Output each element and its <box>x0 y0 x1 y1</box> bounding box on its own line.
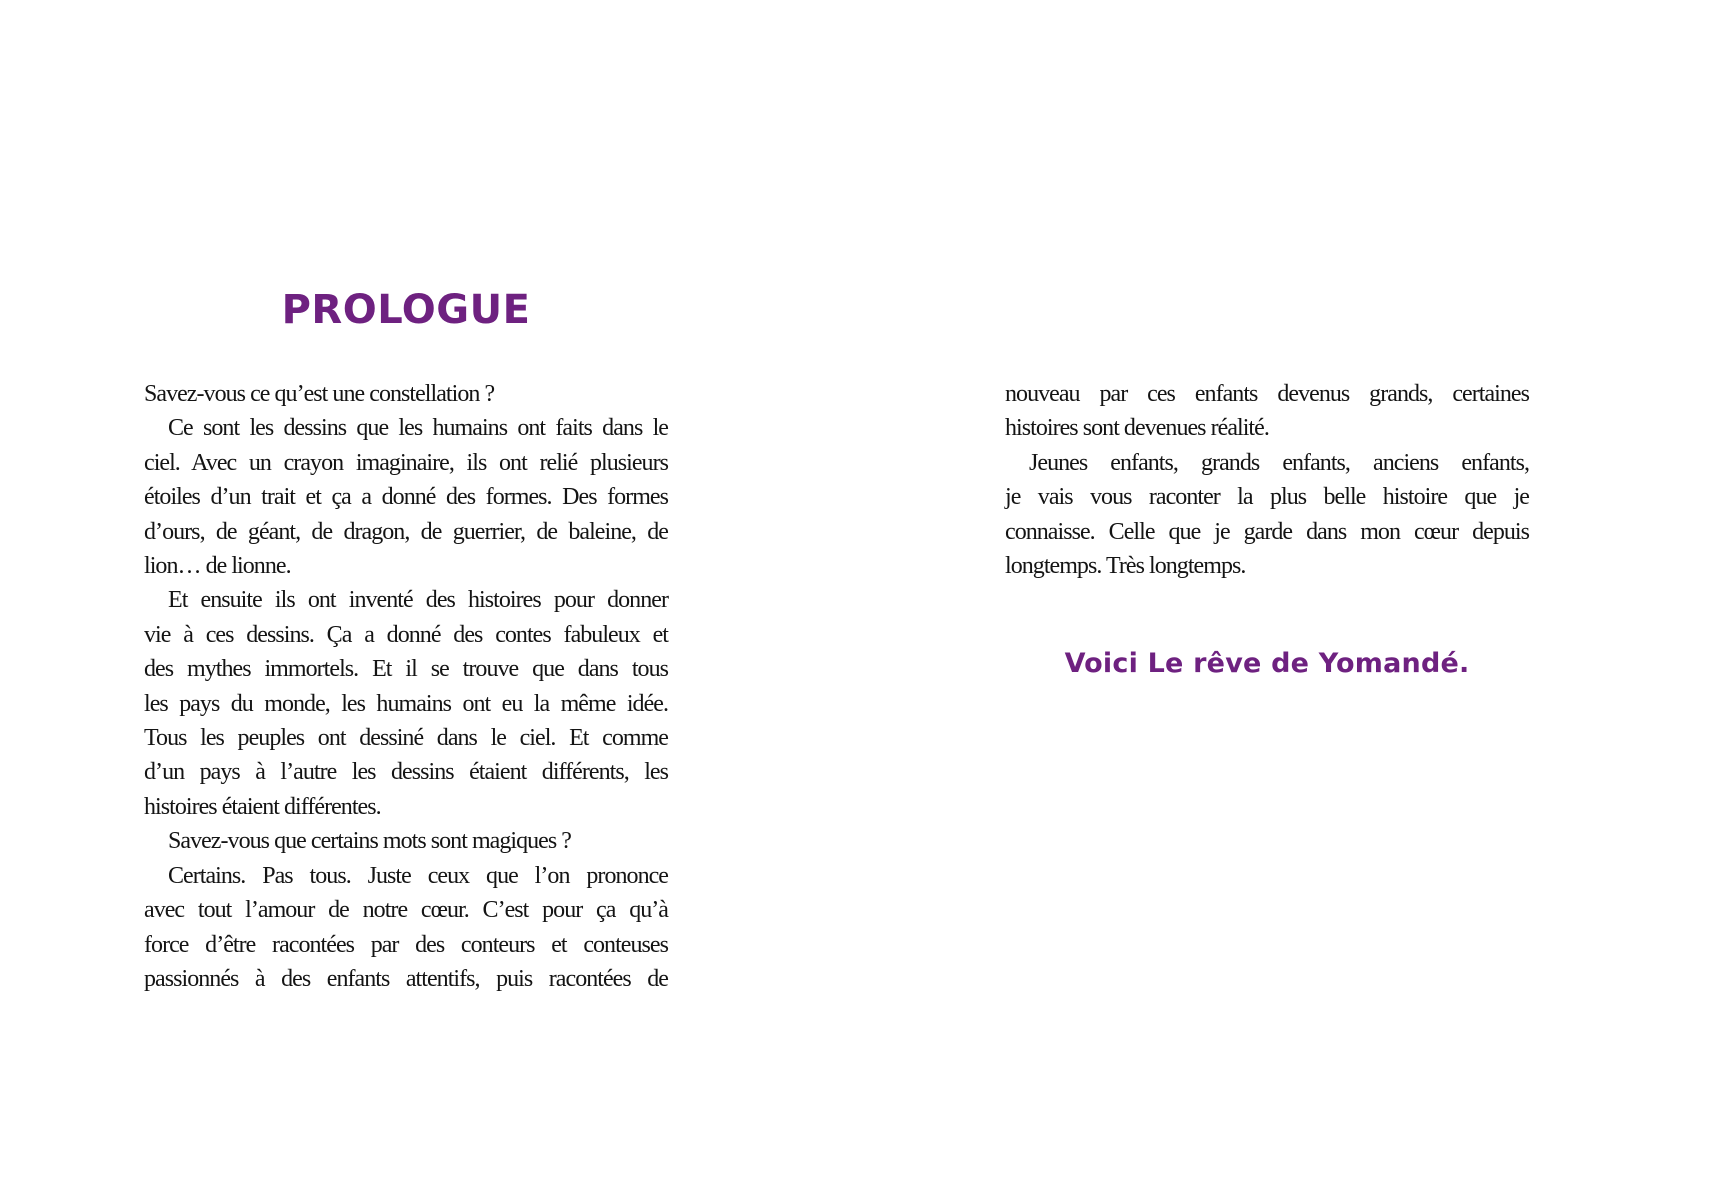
text-line: avec tout l’amour de notre cœur. C’est pour ça qu’à <box>144 897 668 924</box>
text-line: passionnés à des enfants attentifs, puis racontées de <box>144 965 668 992</box>
text-line: vie à ces dessins. Ça a donné des contes fabuleux et <box>144 621 668 648</box>
text-line: histoires étaient différentes. <box>144 793 381 820</box>
text-line: Certains. Pas tous. Juste ceux que l’on prononce <box>168 862 668 889</box>
text-line: histoires sont devenues réalité. <box>1005 415 1269 442</box>
text-line: les pays du monde, les humains ont eu la même idée. <box>144 690 668 717</box>
text-line: d’un pays à l’autre les dessins étaient différents, les <box>144 759 668 786</box>
text-line: étoiles d’un trait et ça a donné des formes. Des formes <box>144 484 668 511</box>
text-line: Savez-vous que certains mots sont magiques ? <box>168 828 571 855</box>
prologue-heading: PROLOGUE <box>281 287 531 333</box>
text-line: longtemps. Très longtemps. <box>1005 553 1246 580</box>
text-line: je vais vous raconter la plus belle histoire que je <box>1005 484 1529 511</box>
text-line: Jeunes enfants, grands enfants, anciens enfants, <box>1029 449 1529 476</box>
text-line: force d’être racontées par des conteurs et conteuses <box>144 931 668 958</box>
text-line: nouveau par ces enfants devenus grands, certaines <box>1005 381 1529 407</box>
text-line: Ce sont les dessins que les humains ont faits dans le <box>168 415 668 442</box>
text-line: Savez-vous ce qu’est une constellation ? <box>144 381 495 407</box>
text-line: des mythes immortels. Et il se trouve que dans tous <box>144 656 668 683</box>
callout-voici: Voici Le rêve de Yomandé. <box>1064 648 1470 679</box>
left-text-column <box>144 377 668 996</box>
text-line: Et ensuite ils ont inventé des histoires pour donner <box>168 587 668 614</box>
right-text-column <box>1005 377 1529 583</box>
text-line: Tous les peuples ont dessiné dans le ciel. Et comme <box>144 725 668 752</box>
text-line: lion… de lionne. <box>144 553 291 580</box>
text-line: d’ours, de géant, de dragon, de guerrier, de baleine, de <box>144 518 668 545</box>
text-line: connaisse. Celle que je garde dans mon cœur depuis <box>1005 518 1529 545</box>
text-line: ciel. Avec un crayon imaginaire, ils ont relié plusieurs <box>144 449 668 476</box>
